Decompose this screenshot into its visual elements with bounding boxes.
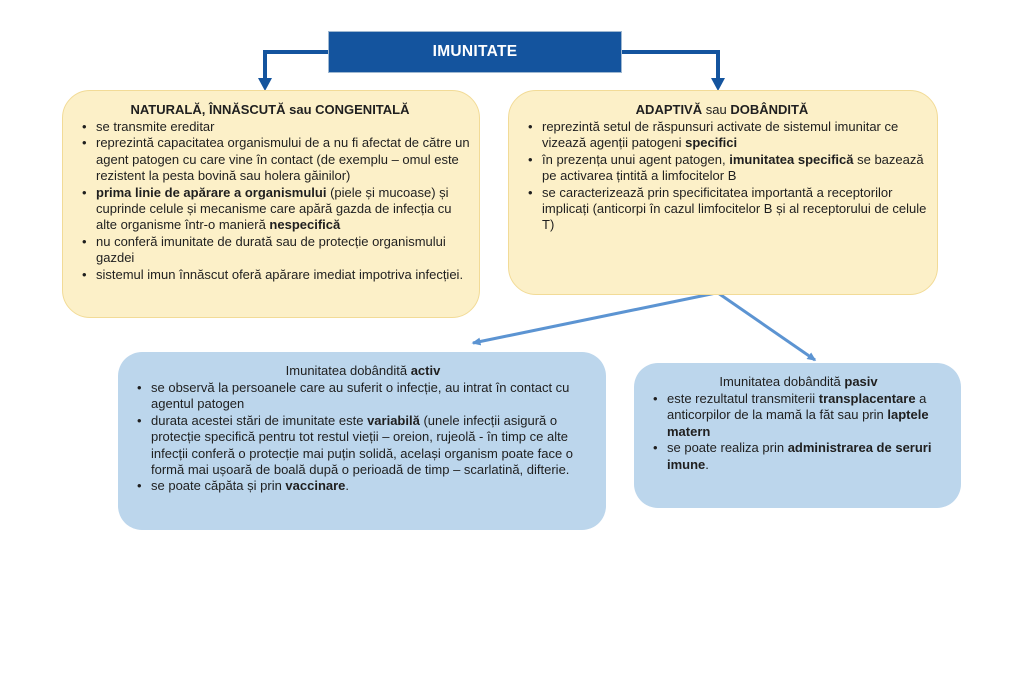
page-title: IMUNITATE [432,43,518,60]
arrow-adaptive-to-passive [718,293,815,360]
natural-box-title: NATURALĂ, ÎNNĂSCUTĂ sau CONGENITALĂ [130,102,410,117]
bullet-item: • nu conferă imunitate de durată sau de protecție organismului gazdei [96,234,471,267]
passive-box-title: Imunitatea dobândită pasiv [719,374,878,389]
bullet-item: • în prezența unui agent patogen, imunitatea specifică se bazează pe activarea țintită a limfocitelor B [542,152,929,185]
bullet-item: • prima linie de apărare a organismului (piele și mucoase) și cuprinde celule și mecanisme care apără gazda de infecția cu alte organisme într-o manieră nespecifică [96,185,471,234]
natural-box-bullets [69,119,471,283]
title-box [328,31,622,73]
bullet-item: • se poate realiza prin administrarea de seruri imune. [667,440,957,473]
bullet-item: • se caracterizează prin specificitatea importantă a receptorilor implicați (anticorpi în cazul limfocitelor B și al receptorului de celule T) [542,185,929,234]
active-box-title: Imunitatea dobândită activ [285,363,441,378]
natural-immunity-box [62,90,480,318]
passive-acquired-immunity-box [634,363,961,508]
connector-title-to-adaptive [622,52,718,79]
bullet-item: • se poate căpăta și prin vaccinare. [151,478,602,494]
bullet-item: • sistemul imun înnăscut oferă apărare imediat impotriva infecției. [96,267,471,283]
adaptive-immunity-box [508,90,938,295]
passive-box-bullets [640,391,957,473]
bullet-item: • reprezintă setul de răspunsuri activate de sistemul imunitar ce vizează agenții patogeni specifici [542,119,929,152]
bullet-item: • este rezultatul transmiterii transplacentare a anticorpilor de la mamă la făt sau prin laptele matern [667,391,957,440]
connector-title-to-natural [265,52,328,79]
bullet-item: • durata acestei stări de imunitate este variabilă (unele infecții asigură o protecție specifică pentru tot restul vieții – oreion, rujeolă - în timp ce alte infecții conferă o protecție mai puțin solidă, același organism poate face o formă mai ușoară de boală după o perioadă de timp – scarlatină, difterie. [151,413,602,479]
arrow-adaptive-to-active [473,293,716,343]
bullet-item: • se transmite ereditar [96,119,471,135]
bullet-item: • se observă la persoanele care au suferit o infecție, au intrat în contact cu agentul patogen [151,380,602,413]
active-acquired-immunity-box [118,352,606,530]
adaptive-box-bullets [515,119,929,234]
active-box-bullets [124,380,602,495]
bullet-item: • reprezintă capacitatea organismului de a nu fi afectat de către un agent patogen cu care vine în contact (de exemplu – omul este rezistent la pesta bovină sau holera găinilor) [96,135,471,184]
adaptive-box-title: ADAPTIVĂ sau DOBÂNDITĂ [635,102,809,117]
